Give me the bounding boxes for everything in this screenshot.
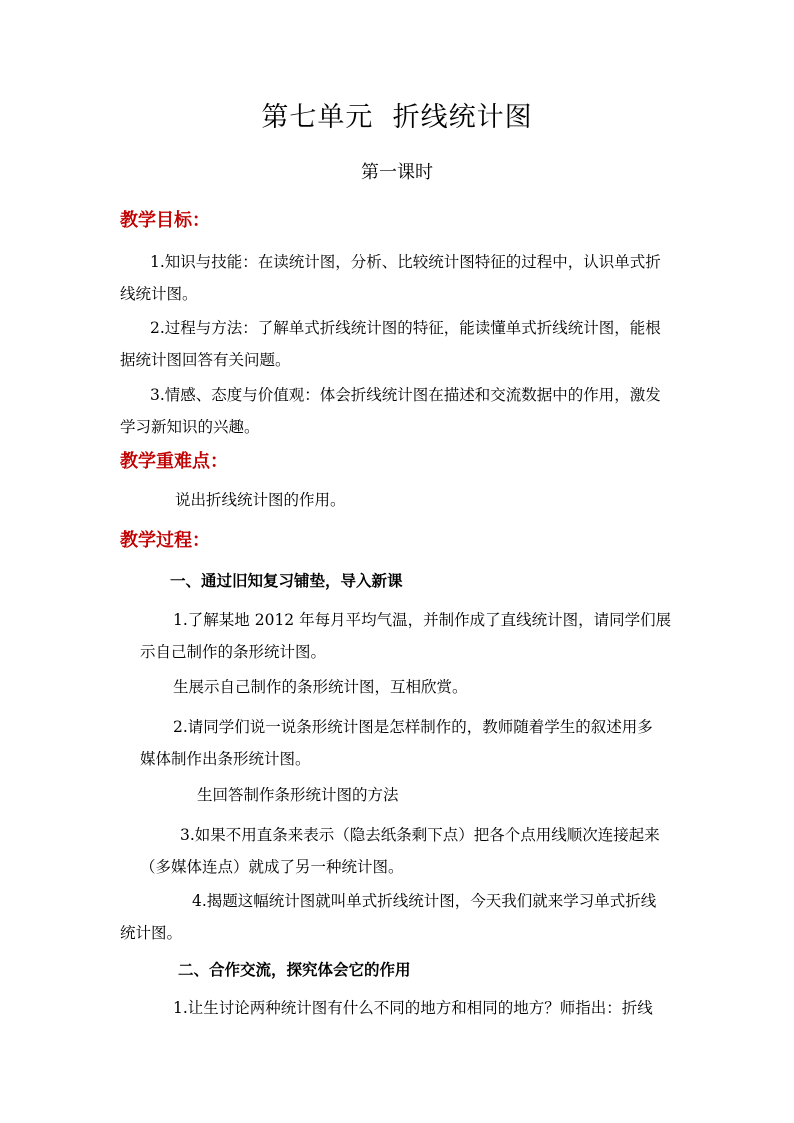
- part1-paragraph-6-line-1: 4.揭题这幅统计图就叫单式折线统计图，今天我们就来学习单式折线: [192, 892, 657, 910]
- part1-paragraph-5-line-1: 3.如果不用直条来表示（隐去纸条剩下点）把各个点用线顺次连接起来: [180, 826, 660, 844]
- part1-paragraph-6: [120, 885, 656, 949]
- objective-item-1-line-1: 1.知识与技能：在读统计图，分析、比较统计图特征的过程中，认识单式折: [150, 253, 661, 271]
- part1-paragraph-5-line-2: （多媒体连点）就成了另一种统计图。: [140, 858, 404, 876]
- objective-item-2: [120, 312, 661, 376]
- part1-paragraph-1-line-1: 1.了解某地 2012 年每月平均气温，并制作成了直线统计图，请同学们展: [173, 611, 672, 629]
- objective-item-3: [120, 379, 661, 443]
- part1-paragraph-5: [140, 819, 660, 883]
- difficulties-heading: 教学重难点：: [120, 451, 228, 472]
- part1-paragraph-2: 生展示自己制作的条形统计图，互相欣赏。: [173, 678, 468, 696]
- part1-paragraph-3-line-1: 2.请同学们说一说条形统计图是怎样制作的，教师随着学生的叙述用多: [173, 718, 653, 736]
- objectives-heading: 教学目标：: [120, 210, 210, 231]
- objective-item-1-line-2: 线统计图。: [120, 285, 198, 303]
- part2-heading: 二、合作交流，探究体会它的作用: [178, 960, 411, 979]
- process-heading: 教学过程：: [120, 530, 210, 551]
- objective-item-1: [120, 246, 661, 310]
- part1-heading: 一、通过旧知复习铺垫，导入新课: [170, 571, 403, 590]
- part1-paragraph-1-line-2: 示自己制作的条形统计图。: [140, 643, 327, 661]
- part2-paragraph-1-line-1: 1.让生讨论两种统计图有什么不同的地方和相同的地方？师指出：折线: [173, 999, 653, 1017]
- difficulties-text: 说出折线统计图的作用。: [175, 491, 346, 509]
- objective-item-3-line-2: 学习新知识的兴趣。: [120, 418, 260, 436]
- objective-item-2-line-1: 2.过程与方法：了解单式折线统计图的特征，能读懂单式折线统计图，能根: [150, 319, 661, 337]
- part1-paragraph-3: [140, 711, 653, 775]
- document-subtitle: 第一课时: [361, 162, 433, 183]
- objective-item-2-line-2: 据统计图回答有关问题。: [120, 351, 291, 369]
- part1-paragraph-4: 生回答制作条形统计图的方法: [197, 786, 399, 804]
- objective-item-3-line-1: 3.情感、态度与价值观：体会折线统计图在描述和交流数据中的作用，激发: [150, 386, 661, 404]
- document-title: 第七单元 折线统计图: [261, 102, 533, 133]
- part2-paragraph-1: [173, 992, 653, 1024]
- part1-paragraph-3-line-2: 媒体制作出条形统计图。: [140, 750, 311, 768]
- part1-paragraph-1: [140, 604, 671, 668]
- part1-paragraph-6-line-2: 统计图。: [120, 924, 183, 942]
